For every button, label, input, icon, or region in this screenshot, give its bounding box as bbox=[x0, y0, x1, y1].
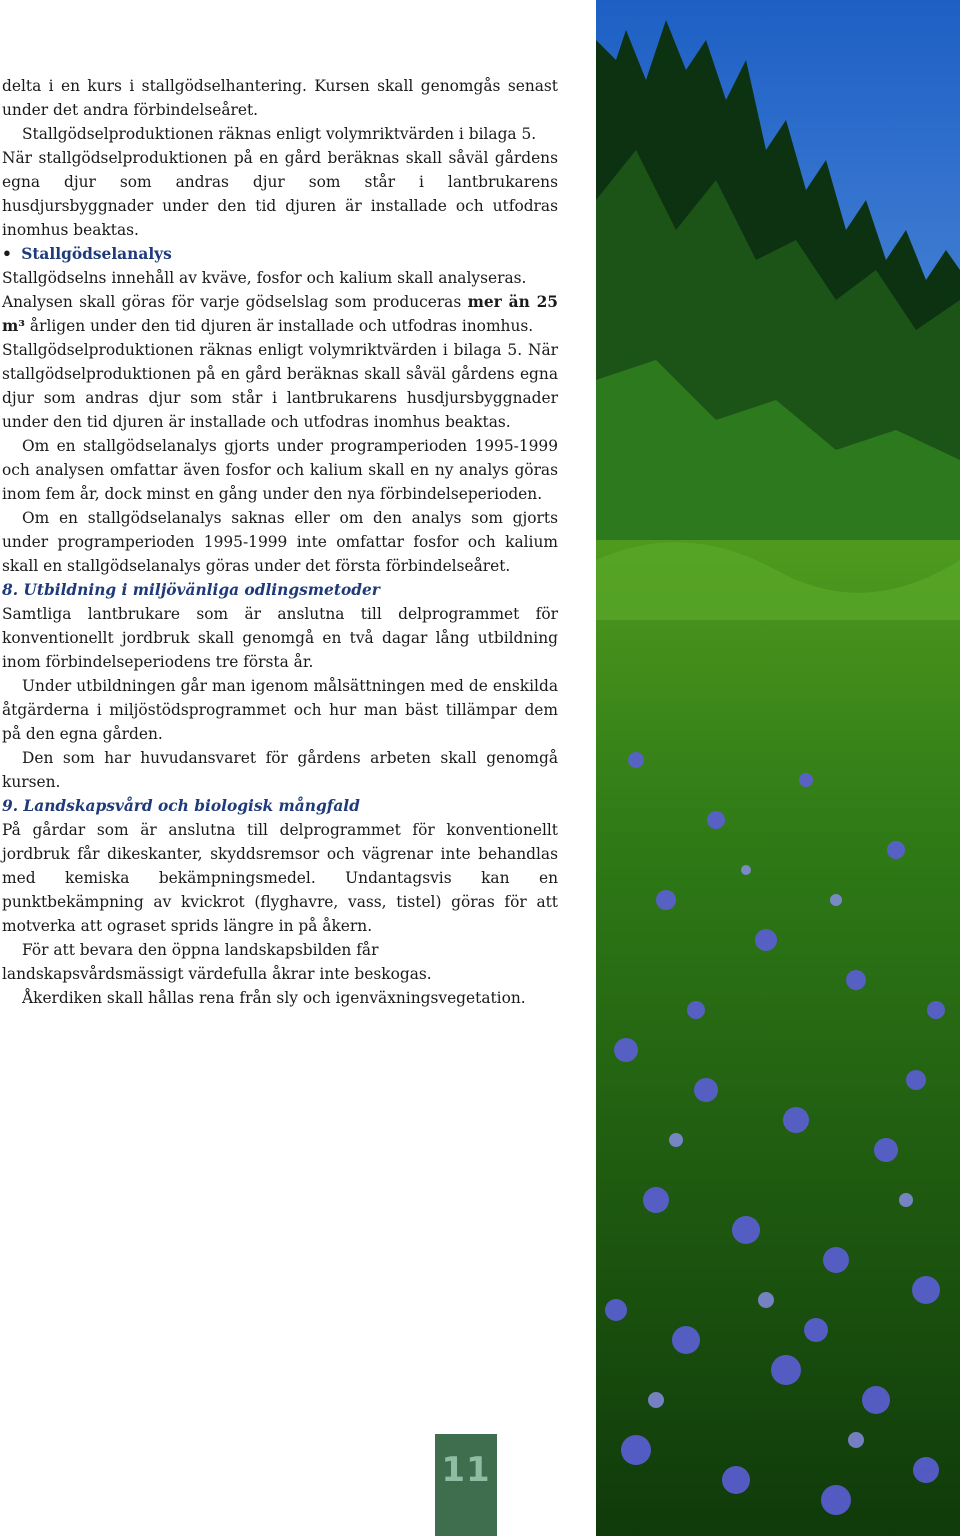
paragraph: Om en stallgödselanalys saknas eller om den analys som gjorts under programperioden 1995-1999 inte omfattar fosfor och kalium skall en stallgödselanalys göras under det första förbindelseåret. bbox=[2, 509, 558, 575]
paragraph: Stallgödselns innehåll av kväve, fosfor och kalium skall analyseras. bbox=[2, 269, 527, 287]
bullet-icon: • bbox=[2, 245, 12, 263]
paragraph: Under utbildningen går man igenom målsättningen med de enskilda åtgärderna i miljöstödsprogrammet och hur man bäst tillämpar dem på den egna gården. bbox=[2, 677, 558, 743]
paragraph: På gårdar som är anslutna till delprogrammet för konventionellt jordbruk får dikeskanter, skyddsremsor och vägrenar inte behandlas med kemiska bekämpningsmedel. Undantagsvis kan en punktbekämpning av kvickrot (flyghavre, vass, tistel) göras för att motverka att ograset sprids längre in på åkern. bbox=[2, 821, 558, 935]
paragraph: För att bevara den öppna landskapsbilden får landskapsvårdsmässigt värdefulla åkrar inte beskogas. bbox=[2, 941, 432, 983]
paragraph: Åkerdiken skall hållas rena från sly och igenväxningsvegetation. bbox=[22, 989, 526, 1007]
text-run: Analysen skall göras för varje gödselslag som produceras bbox=[2, 293, 468, 311]
page-number: 11 bbox=[441, 1450, 491, 1490]
text-column bbox=[2, 74, 558, 1010]
meadow-photo bbox=[596, 0, 960, 1536]
bullet-heading bbox=[2, 242, 558, 266]
page-number-box bbox=[435, 1434, 497, 1536]
meadow-illustration bbox=[596, 0, 960, 1536]
paragraph bbox=[2, 290, 558, 338]
paragraph: Om en stallgödselanalys gjorts under programperioden 1995-1999 och analysen omfattar även fosfor och kalium skall en ny analys göras inom fem år, dock minst en gång under den nya förbindelseperioden. bbox=[2, 437, 558, 503]
paragraph: Samtliga lantbrukare som är anslutna till delprogrammet för konventionellt jordbruk skall genomgå en två dagar lång utbildning inom förbindelseperiodens tre första år. bbox=[2, 605, 558, 671]
paragraph: Den som har huvudansvaret för gårdens arbeten skall genomgå kursen. bbox=[2, 749, 558, 791]
paragraph: Stallgödselproduktionen räknas enligt volymriktvärden i bilaga 5. När stallgödselproduktionen på en gård beräknas skall såväl gårdens egna djur som andras djur som står i lantbrukarens husdjursbyggnader under den tid djuren är installade och utfodras inomhus beaktas. bbox=[2, 341, 558, 431]
section-heading-8: 8. Utbildning i miljövänliga odlingsmetoder bbox=[2, 581, 380, 599]
text-run: årligen under den tid djuren är installade och utfodras inomhus. bbox=[25, 317, 534, 335]
paragraph: Stallgödselproduktionen räknas enligt volymriktvärden i bilaga 5. bbox=[22, 125, 537, 143]
emphasis-text: mer än 25 m³ bbox=[2, 293, 558, 335]
paragraph: delta i en kurs i stallgödselhantering. Kursen skall genomgås senast under det andra förbindelseåret. bbox=[2, 77, 558, 119]
section-heading-9: 9. Landskapsvård och biologisk mångfald bbox=[2, 797, 360, 815]
bullet-heading-text: Stallgödselanalys bbox=[21, 245, 172, 263]
paragraph: När stallgödselproduktionen på en gård beräknas skall såväl gårdens egna djur som andras djur som står i lantbrukarens husdjursbyggnader under den tid djuren är installade och utfodras inomhus beaktas. bbox=[2, 149, 558, 239]
